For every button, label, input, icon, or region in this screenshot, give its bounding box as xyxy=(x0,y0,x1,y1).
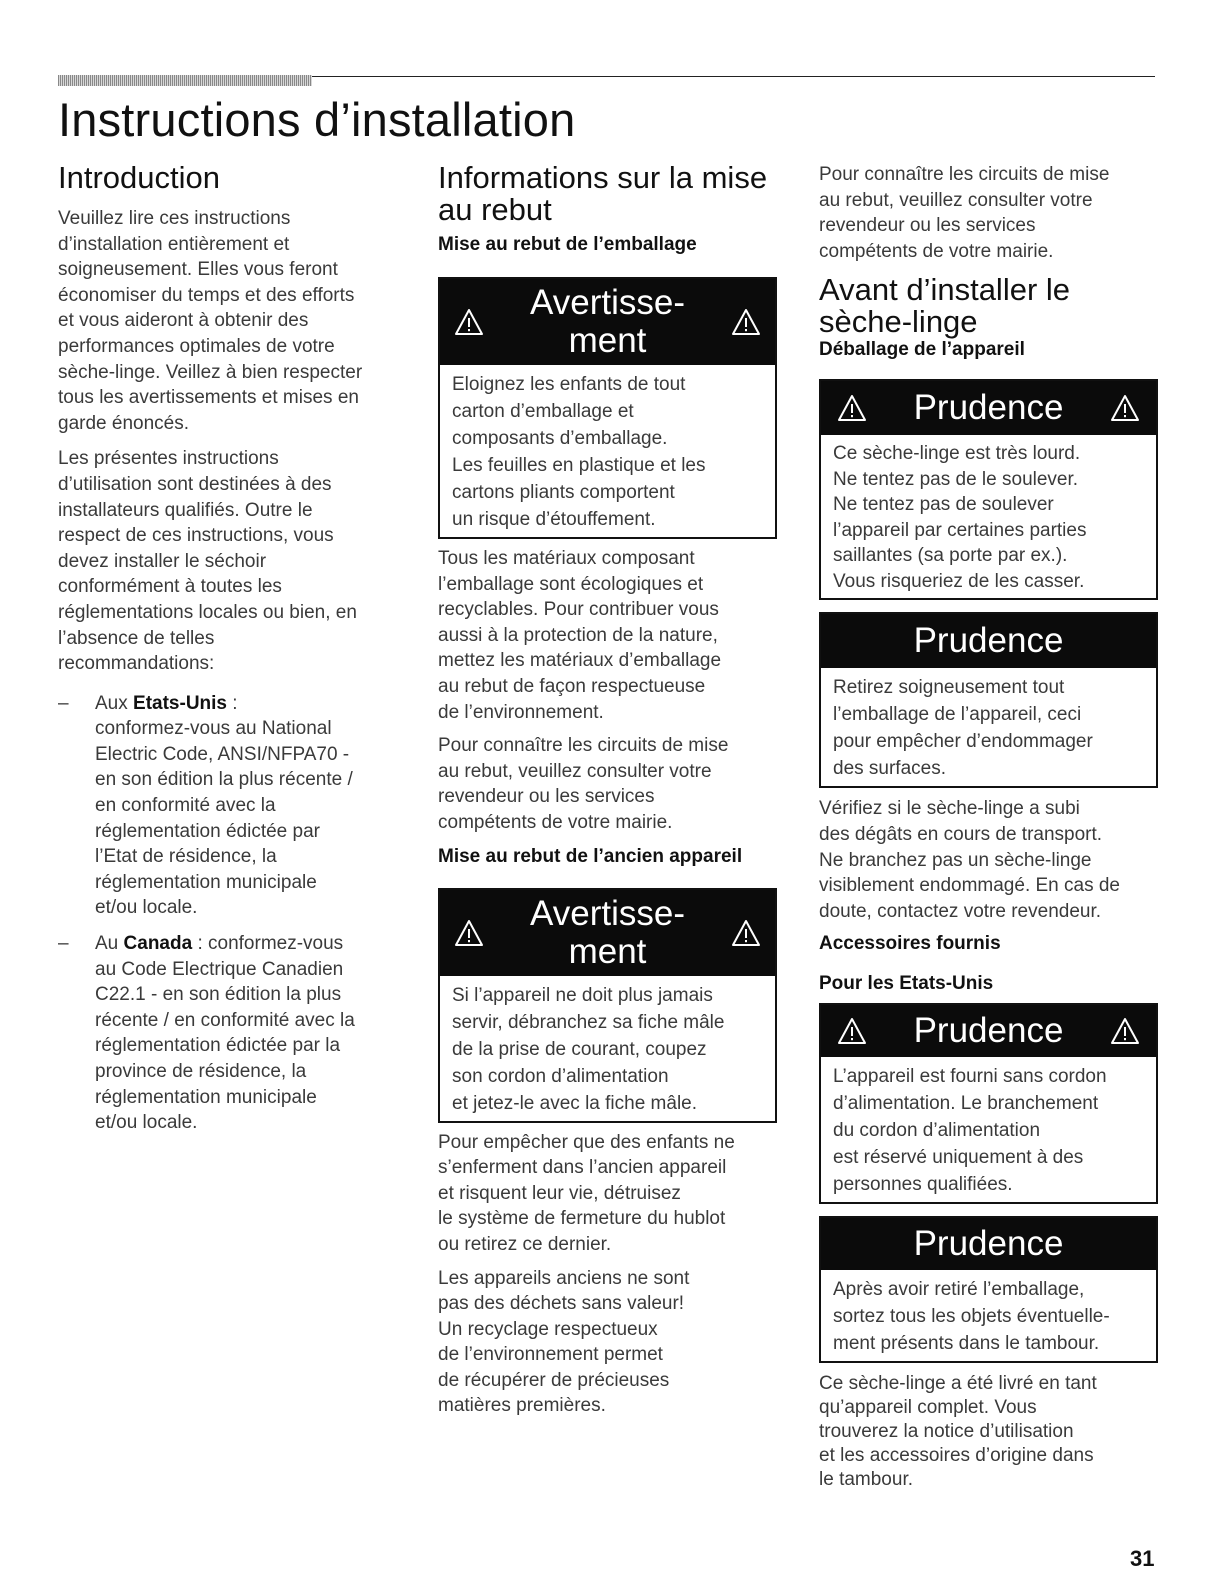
warning-label: Avertisse- ment xyxy=(530,893,685,971)
warning-box-old-appliance xyxy=(438,888,777,1123)
warning-triangle-icon xyxy=(1110,394,1140,422)
warning-triangle-icon xyxy=(731,308,761,336)
caution-header xyxy=(821,1005,1156,1057)
packaging-disposal-subheading: Mise au rebut de l’emballage xyxy=(438,234,697,255)
old-appliance-subheading: Mise au rebut de l’ancien appareil xyxy=(438,845,743,867)
caution-text: Après avoir retiré l’emballage, sortez tous les objets éventuelle- ment présents dans le tambour. xyxy=(833,1279,1110,1355)
accessories-subheading: Accessoires fournis xyxy=(819,933,1001,955)
caution-label: Prudence xyxy=(913,621,1064,661)
column-introduction xyxy=(58,160,398,1146)
caution-header xyxy=(821,381,1156,435)
warning-triangle-icon xyxy=(1110,1017,1140,1045)
child-safety-paragraph: Pour empêcher que des enfants ne s’enferment dans l’ancien appareil et risquent leur vie, détruisez le système de fermeture du hublot ou retirez ce dernier. xyxy=(438,1131,735,1255)
warning-header xyxy=(440,890,775,976)
packaging-paragraph: Tous les matériaux composant l’emballage sont écologiques et recyclables. Pour contribuer vous aussi à la protection de la nature, mettez les matériaux d’emballage au rebut de façon respectueuse de l’environnement. xyxy=(438,548,722,723)
caution-header xyxy=(821,614,1156,668)
header-stripe xyxy=(58,75,312,86)
warning-triangle-icon xyxy=(454,919,484,947)
warning-triangle-icon xyxy=(837,1017,867,1045)
header-rule xyxy=(312,76,1155,77)
warning-box-packaging xyxy=(438,277,777,539)
caution-label: Prudence xyxy=(913,1224,1064,1264)
list-item: – Au Canada : conformez-vous au Code Electrique Canadien C22.1 - en son édition la plus récente / en conformité avec la réglementation édictée par la province de résidence, la réglementation municipale et/ou locale. xyxy=(58,933,355,1134)
intro-paragraph-1: Veuillez lire ces instructions d’installation entièrement et soigneusement. Elles vous feront économiser du temps et des efforts et vous aideront à obtenir des performances optimales de votre sèche-linge. Veillez à bien respecter tous les avertissements et mises en garde énoncés. xyxy=(58,208,363,434)
before-install-heading: Avant d’installer le sèche-linge xyxy=(819,272,1071,340)
warning-triangle-icon xyxy=(454,308,484,336)
list-item: – Aux Etats-Unis : conformez-vous au National Electric Code, ANSI/NFPA70 - en son édition la plus récente / en conformité avec la réglementation édictée par l’Etat de résidence, la réglementation municipale et/ou locale. xyxy=(58,692,353,919)
caution-label: Prudence xyxy=(913,388,1064,428)
disposal-heading: Informations sur la mise au rebut xyxy=(438,160,768,227)
caution-text: Ce sèche-linge est très lourd. Ne tentez pas de le soulever. Ne tentez pas de soulever l’appareil par certaines parties saillantes (sa porte par ex.). Vous risqueriez de les casser. xyxy=(833,443,1087,592)
warning-triangle-icon xyxy=(837,394,867,422)
introduction-heading: Introduction xyxy=(58,160,220,195)
caution-text: Retirez soigneusement tout l’emballage de l’appareil, ceci pour empêcher d’endommager des surfaces. xyxy=(833,677,1093,780)
recycling-paragraph: Les appareils anciens ne sont pas des déchets sans valeur! Un recyclage respectueux de l’environnement permet de récupérer de précieuses matières premières. xyxy=(438,1267,690,1417)
disposal-info-paragraph: Pour connaître les circuits de mise au rebut, veuillez consulter votre revendeur ou les services compétents de votre mairie. xyxy=(438,735,729,833)
unpacking-subheading: Déballage de l’appareil xyxy=(819,339,1025,361)
regulations-list xyxy=(58,691,398,1136)
warning-text: Si l’appareil ne doit plus jamais servir, débranchez sa fiche mâle de la prise de courant, coupez son cordon d’alimentation et jetez-le avec la fiche mâle. xyxy=(452,984,725,1114)
warning-header xyxy=(440,279,775,365)
damage-check-paragraph: Vérifiez si le sèche-linge a subi des dégâts en cours de transport. Ne branchez pas un sèche-linge visiblement endommagé. En cas de doute, contactez votre revendeur. xyxy=(819,798,1120,922)
disposal-info-paragraph-cont: Pour connaître les circuits de mise au rebut, veuillez consulter votre revendeur ou les services compétents de votre mairie. xyxy=(819,164,1110,262)
page-number: 31 xyxy=(1130,1546,1155,1571)
delivery-paragraph: Ce sèche-linge a été livré en tant qu’appareil complet. Vous trouverez la notice d’utilisation et les accessoires d’origine dans le tambour. xyxy=(819,1373,1097,1491)
intro-paragraph-2: Les présentes instructions d’utilisation sont destinées à des installateurs qualifiés. Outre le respect de ces instructions, vous devez installer le séchoir conformément à toutes les réglementations locales ou bien, en l’absence de telles recommandations: xyxy=(58,448,357,675)
page-title: Instructions d’installation xyxy=(58,93,576,146)
warning-triangle-icon xyxy=(731,919,761,947)
usa-subheading: Pour les Etats-Unis xyxy=(819,973,994,995)
caution-label: Prudence xyxy=(913,1011,1064,1051)
warning-label: Avertisse- ment xyxy=(530,283,685,360)
caution-header xyxy=(821,1218,1156,1270)
caution-text: L’appareil est fourni sans cordon d’alimentation. Le branchement du cordon d’alimentation est réservé uniquement à des personnes qualifiées. xyxy=(833,1066,1107,1196)
caution-box-heavy xyxy=(819,379,1158,600)
caution-box-packaging xyxy=(819,612,1158,788)
column-before-install xyxy=(819,160,1164,1492)
caution-box-power-cord xyxy=(819,1003,1158,1204)
column-disposal xyxy=(438,160,783,1419)
caution-box-drum xyxy=(819,1216,1158,1363)
warning-text: Eloignez les enfants de tout carton d’emballage et composants d’emballage. Les feuilles en plastique et les cartons pliants comportent un risque d’étouffement. xyxy=(452,374,706,530)
